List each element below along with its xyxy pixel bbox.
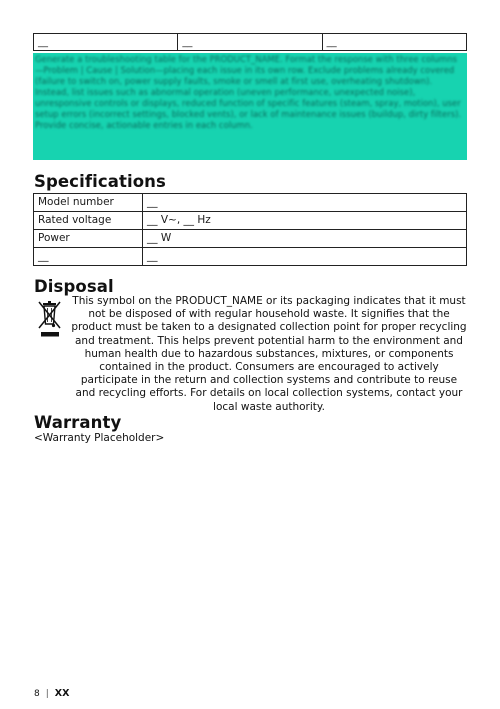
spec-label: Power bbox=[34, 230, 143, 248]
table-row bbox=[34, 212, 467, 230]
table-cell: __ bbox=[34, 34, 178, 51]
spec-value: __ W bbox=[143, 230, 467, 248]
spec-value: __ bbox=[143, 248, 467, 266]
disposal-text: This symbol on the PRODUCT_NAME or its packaging indicates that it must not be disposed of with regular household waste. It signifies that the product must be taken to a designated collection point for proper recycling and treatment. This helps prevent potential harm to the environment and human health due to hazardous substances, mixtures, or components contained in the product. Consumers are encouraged to actively participate in the return and collection systems and contribute to reuse and recycling efforts. For details on local collection systems, contact your local waste authority. bbox=[71, 295, 467, 413]
spec-value: __ bbox=[143, 194, 467, 212]
table-row bbox=[34, 194, 467, 212]
disposal-heading: Disposal bbox=[34, 277, 114, 296]
spec-label: Model number bbox=[34, 194, 143, 212]
spec-label: Rated voltage bbox=[34, 212, 143, 230]
warranty-heading: Warranty bbox=[34, 413, 122, 432]
table-cell: __ bbox=[322, 34, 466, 51]
top-table bbox=[33, 33, 467, 51]
table-row bbox=[34, 230, 467, 248]
crossed-out-wheelie-bin-icon bbox=[36, 300, 64, 338]
highlighted-instruction-block bbox=[33, 53, 467, 160]
spec-label: __ bbox=[34, 248, 143, 266]
page-footer bbox=[34, 688, 69, 699]
specifications-heading: Specifications bbox=[34, 172, 166, 191]
highlighted-instruction-text: Generate a troubleshooting table for the PRODUCT_NAME. Format the response with three columns—Problem | Cause | Solution—placing each issue in its own row. Exclude problems already covered (failure to switch on, power supply faults, smoke or smell at first use, overheating shutdown). Instead, list issues such as abnormal operation (uneven performance, unexpected noise), unresponsive controls or displays, reduced function of specific features (steam, spray, motion), user setup errors (incorrect settings, blocked vents), or lack of maintenance issues (buildup, dirty filters). Provide concise, actionable entries in each column. bbox=[35, 54, 462, 130]
footer-separator: | bbox=[45, 689, 49, 699]
warranty-placeholder-text: <Warranty Placeholder> bbox=[34, 432, 165, 444]
table-row bbox=[34, 248, 467, 266]
footer-code: XX bbox=[54, 688, 70, 699]
page-number: 8 bbox=[34, 689, 40, 699]
specifications-table bbox=[33, 193, 467, 266]
table-cell: __ bbox=[178, 34, 322, 51]
spec-value: __ V~, __ Hz bbox=[143, 212, 467, 230]
table-row bbox=[34, 34, 467, 51]
